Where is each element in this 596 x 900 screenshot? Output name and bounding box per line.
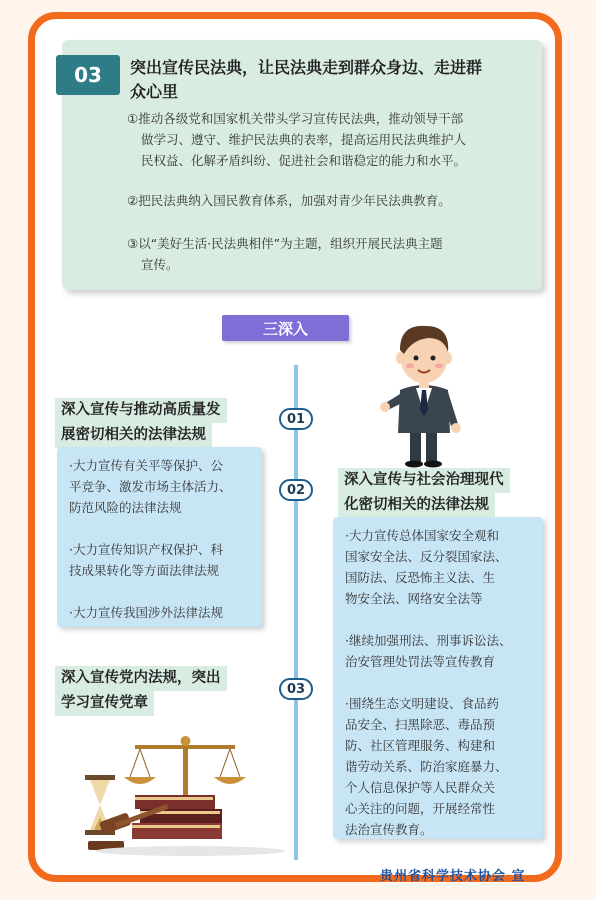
top-item-2: ②把民法典纳入国民教育体系，加强对青少年民法典教育。 (127, 193, 451, 208)
timeline-tag-2: 深入宣传与社会治理现代 化密切相关的法律法规 (338, 468, 510, 518)
top-card-title: 突出宣传民法典，让民法典走到群众身边、走进群 众心里 (130, 58, 483, 101)
timeline-line (294, 365, 298, 860)
timeline-tag-3: 深入宣传党内法规，突出 学习宣传党章 (55, 666, 227, 716)
panel-high-quality-development: ·大力宣传有关平等保护、公 平竞争、激发市场主体活力、 防范风险的法律法规 ·大力宣传知识产权保护、科 技成果转化等方面法律法规 ·大力宣传我国涉外法律法规 (57, 447, 262, 627)
scales-of-justice-illustration (80, 735, 290, 860)
section-number-badge: 03 (56, 55, 120, 95)
top-item-3: ③以“美好生活·民法典相伴”为主题，组织开展民法典主题 宣传。 (127, 236, 443, 272)
timeline-node-2: 02 (279, 479, 313, 501)
panel-social-governance: ·大力宣传总体国家安全观和 国家安全法、反分裂国家法、 国防法、反恐怖主义法、生 物安全法、网络安全法等 ·继续加强刑法、刑事诉讼法、 治安管理处罚法等宣传教育 ·围绕生态文明建设、食品药 品安全、扫黑除恶、毒品预 防、社区管理服务、构建和 谐劳动关系、防治家庭暴力、 个人信息保护等人民群众关 心关注的问题，开展经常性 法治宣传教育。 (333, 517, 543, 839)
footer-credit: 贵州省科学技术协会 宣 (380, 869, 526, 884)
cartoon-man-illustration (378, 318, 470, 468)
timeline-tag-1: 深入宣传与推动高质量发 展密切相关的法律法规 (55, 398, 227, 448)
section-title: 三深入 (222, 315, 349, 341)
top-item-1: ①推动各级党和国家机关带头学习宣传民法典，推动领导干部 做学习、遵守、维护民法典的表率，提高运用民法典维护人 民权益、化解矛盾纠纷、促进社会和谐稳定的能力和水平。 (127, 111, 467, 168)
timeline-node-1: 01 (279, 408, 313, 430)
timeline-node-3: 03 (279, 678, 313, 700)
